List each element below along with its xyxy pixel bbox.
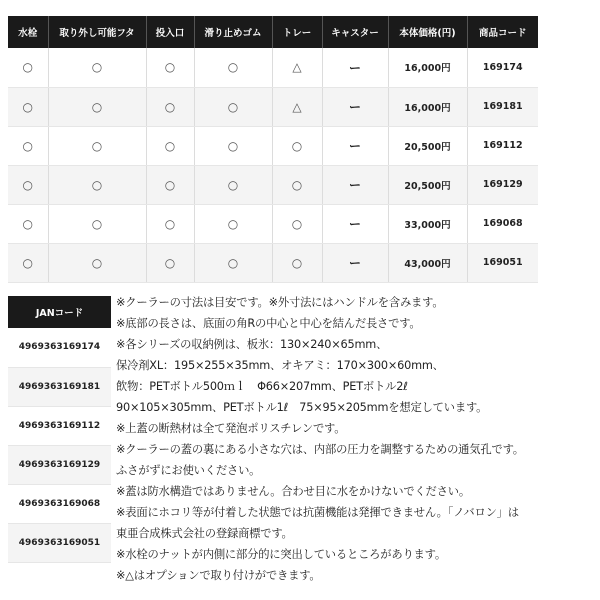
header-tray: トレー xyxy=(272,16,322,48)
cell-water-tap: ○ xyxy=(8,243,48,282)
cell-price: 20,500円 xyxy=(388,165,467,204)
cell-price: 33,000円 xyxy=(388,204,467,243)
jan-code-cell: 4969363169129 xyxy=(8,445,111,484)
cell-inlet: ○ xyxy=(146,243,194,282)
cell-removable-lid: ○ xyxy=(48,126,146,165)
table-row xyxy=(8,243,538,282)
cell-tray: ○ xyxy=(272,126,322,165)
note-line: ※底部の長さは、底面の角Rの中心と中心を結んだ長さです。 xyxy=(116,317,421,330)
jan-code-cell: 4969363169068 xyxy=(8,484,111,523)
header-product-code: 商品コード xyxy=(467,16,538,48)
note-line: 東亜合成株式会社の登録商標です。 xyxy=(116,527,293,540)
cell-water-tap: ○ xyxy=(8,87,48,126)
cell-inlet: ○ xyxy=(146,126,194,165)
cell-caster: ー xyxy=(322,48,388,87)
cell-tray: △ xyxy=(272,48,322,87)
cell-removable-lid: ○ xyxy=(48,165,146,204)
header-caster: キャスター xyxy=(322,16,388,48)
cell-tray: △ xyxy=(272,87,322,126)
cell-removable-lid: ○ xyxy=(48,243,146,282)
notes-block xyxy=(116,292,598,586)
note-line: 飲物：PETボトル500ｍｌ Φ66×207mm、PETボトル2ℓ xyxy=(116,380,408,393)
note-line: ※各シリーズの収納例は、板氷：130×240×65mm、 xyxy=(116,338,388,351)
cell-product-code: 169051 xyxy=(467,243,538,282)
cell-inlet: ○ xyxy=(146,48,194,87)
cell-water-tap: ○ xyxy=(8,204,48,243)
cell-caster: ー xyxy=(322,87,388,126)
cell-caster: ー xyxy=(322,243,388,282)
note-line: ※表面にホコリ等が付着した状態では抗菌機能は発揮できません。「ノバロン」は xyxy=(116,506,519,519)
cell-caster: ー xyxy=(322,126,388,165)
table-row xyxy=(8,367,111,406)
table-row xyxy=(8,126,538,165)
spec-table xyxy=(8,16,538,283)
note-line: ※クーラーの寸法は目安です。※外寸法にはハンドルを含みます。 xyxy=(116,296,444,309)
cell-removable-lid: ○ xyxy=(48,48,146,87)
cell-water-tap: ○ xyxy=(8,126,48,165)
header-jan-code: JANコード xyxy=(8,296,111,328)
table-row xyxy=(8,406,111,445)
table-row xyxy=(8,48,538,87)
cell-removable-lid: ○ xyxy=(48,87,146,126)
note-line: 保冷剤XL：195×255×35mm、オキアミ：170×300×60mm、 xyxy=(116,359,444,372)
cell-non-slip-rubber: ○ xyxy=(194,243,272,282)
jan-code-cell: 4969363169112 xyxy=(8,406,111,445)
table-row xyxy=(8,87,538,126)
cell-caster: ー xyxy=(322,204,388,243)
jan-code-table xyxy=(8,296,111,563)
cell-inlet: ○ xyxy=(146,204,194,243)
header-price: 本体価格(円) xyxy=(388,16,467,48)
cell-product-code: 169068 xyxy=(467,204,538,243)
cell-inlet: ○ xyxy=(146,87,194,126)
note-line: 90×105×305mm、PETボトル1ℓ 75×95×205mmを想定しています。 xyxy=(116,401,488,414)
note-line: ※上蓋の断熱材は全て発泡ポリスチレンです。 xyxy=(116,422,346,435)
table-row xyxy=(8,328,111,367)
note-line: ※△はオプションで取り付けができます。 xyxy=(116,569,321,582)
spec-header-row xyxy=(8,16,538,48)
header-inlet: 投入口 xyxy=(146,16,194,48)
cell-product-code: 169129 xyxy=(467,165,538,204)
cell-caster: ー xyxy=(322,165,388,204)
cell-non-slip-rubber: ○ xyxy=(194,204,272,243)
cell-water-tap: ○ xyxy=(8,48,48,87)
cell-tray: ○ xyxy=(272,204,322,243)
cell-product-code: 169181 xyxy=(467,87,538,126)
cell-tray: ○ xyxy=(272,165,322,204)
jan-code-cell: 4969363169181 xyxy=(8,367,111,406)
cell-non-slip-rubber: ○ xyxy=(194,126,272,165)
table-row xyxy=(8,484,111,523)
cell-price: 16,000円 xyxy=(388,48,467,87)
table-row xyxy=(8,165,538,204)
table-row xyxy=(8,523,111,562)
cell-tray: ○ xyxy=(272,243,322,282)
cell-price: 20,500円 xyxy=(388,126,467,165)
header-removable-lid: 取り外し可能フタ xyxy=(48,16,146,48)
cell-non-slip-rubber: ○ xyxy=(194,48,272,87)
table-row xyxy=(8,204,538,243)
jan-code-cell: 4969363169051 xyxy=(8,523,111,562)
cell-product-code: 169174 xyxy=(467,48,538,87)
note-line: ※水栓のナットが内側に部分的に突出しているところがあります。 xyxy=(116,548,446,561)
cell-price: 16,000円 xyxy=(388,87,467,126)
cell-inlet: ○ xyxy=(146,165,194,204)
cell-price: 43,000円 xyxy=(388,243,467,282)
note-line: ふさがずにお使いください。 xyxy=(116,464,261,477)
cell-product-code: 169112 xyxy=(467,126,538,165)
cell-non-slip-rubber: ○ xyxy=(194,87,272,126)
header-non-slip-rubber: 滑り止めゴム xyxy=(194,16,272,48)
cell-removable-lid: ○ xyxy=(48,204,146,243)
cell-water-tap: ○ xyxy=(8,165,48,204)
note-line: ※クーラーの蓋の裏にある小さな穴は、内部の圧力を調整するための通気孔です。 xyxy=(116,443,524,456)
table-row xyxy=(8,445,111,484)
note-line: ※蓋は防水構造ではありません。合わせ目に水をかけないでください。 xyxy=(116,485,470,498)
header-water-tap: 水栓 xyxy=(8,16,48,48)
jan-code-cell: 4969363169174 xyxy=(8,328,111,367)
cell-non-slip-rubber: ○ xyxy=(194,165,272,204)
